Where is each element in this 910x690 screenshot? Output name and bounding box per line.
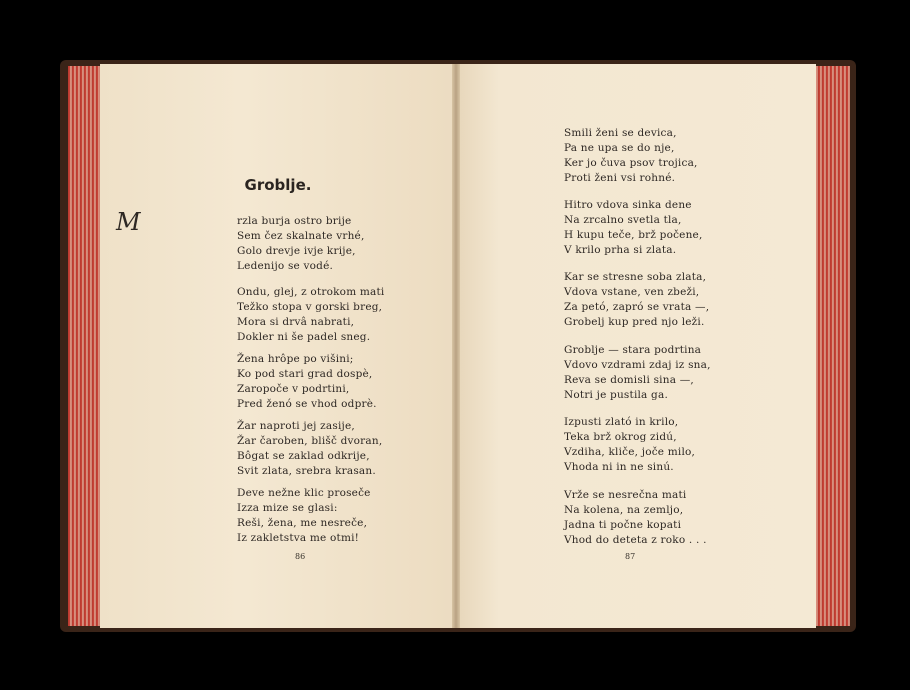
page-edges-left [68,66,102,626]
verse-line: V krilo prha si zlata. [564,244,677,256]
verse-line: Za petó, zapró se vrata —, [564,301,710,313]
verse-line: Vdovo vzdrami zdaj iz sna, [564,359,711,371]
verse-line: Pa ne upa se do nje, [564,142,675,154]
stanza [237,419,382,479]
verse-line: Vrže se nesrečna mati [564,489,687,501]
verse-line: Deve nežne klic proseče [237,487,371,499]
verse-line: Groblje — stara podrtina [564,344,702,356]
verse-line: Ondu, glej, z otrokom mati [237,286,385,298]
verse-line: Bôgat se zaklad odkrije, [237,450,370,462]
verse-line: Iz zakletstva me otmi! [237,532,360,544]
verse-line: Golo drevje ivje krije, [237,245,356,257]
verse-line: rzla burja ostro brije [237,215,352,227]
verse-line: Vhod do deteta z roko . . . [564,534,707,546]
stanza [564,488,707,548]
verse-line: Notri je pustila ga. [564,389,668,401]
poem-title: Groblje. [244,176,312,194]
verse-line: H kupu teče, brž počene, [564,229,703,241]
verse-line: Kar se stresne soba zlata, [564,271,707,283]
verse-line: Izpusti zlató in krilo, [564,416,679,428]
verse-line: Izza mize se glasi: [237,502,338,514]
verse-line: Smili ženi se devica, [564,127,677,139]
verse-line: Teka brž okrog zidú, [564,431,677,443]
verse-line: Žar čaroben, blišč dvoran, [237,435,383,447]
verse-line: Žena hrôpe po višini; [237,353,354,365]
verse-line: Težko stopa v gorski breg, [237,301,383,313]
verse-line: Pred ženó se vhod odprè. [237,398,377,410]
stanza [237,285,384,345]
verse-line: Jadna ti počne kopati [564,519,682,531]
page-edges-right [814,66,850,626]
verse-line: Ker jo čuva psov trojica, [564,157,698,169]
verse-line: Na zrcalno svetla tla, [564,214,682,226]
stanza [564,343,711,403]
verse-line: Zaropoče v podrtini, [237,383,350,395]
verse-line: Hitro vdova sinka dene [564,199,692,211]
verse-line: Ko pod stari grad dospè, [237,368,373,380]
verse-line: Svit zlata, srebra krasan. [237,465,376,477]
verse-line: Vhoda ni in ne sinú. [564,461,674,473]
verse-line: Žar naproti jej zasije, [237,420,355,432]
verse-line: Na kolena, na zemljo, [564,504,684,516]
stanza [237,486,371,546]
page-number-right: 87 [625,552,636,561]
verse-line: Reva se domisli sina —, [564,374,694,386]
verse-line: Vdova vstane, ven zbeži, [564,286,700,298]
page-number-left: 86 [295,552,306,561]
verse-line: Sem čez skalnate vrhé, [237,230,365,242]
verse-line: Reši, žena, me nesreče, [237,517,368,529]
drop-cap: M [116,208,141,236]
stanza [237,352,377,412]
stanza [237,214,365,274]
verse-line: Dokler ni še padel sneg. [237,331,371,343]
verse-line: Vzdiha, kliče, joče milo, [564,446,696,458]
verse-line: Proti ženi vsi rohné. [564,172,676,184]
verse-line: Ledenijo se vodé. [237,260,334,272]
verse-line: Mora si drvâ nabrati, [237,316,355,328]
book-gutter [452,64,460,628]
stanza [564,198,703,258]
stanza [564,126,698,186]
stanza [564,415,695,475]
stanza [564,270,709,330]
verse-line: Grobelj kup pred njo leži. [564,316,705,328]
